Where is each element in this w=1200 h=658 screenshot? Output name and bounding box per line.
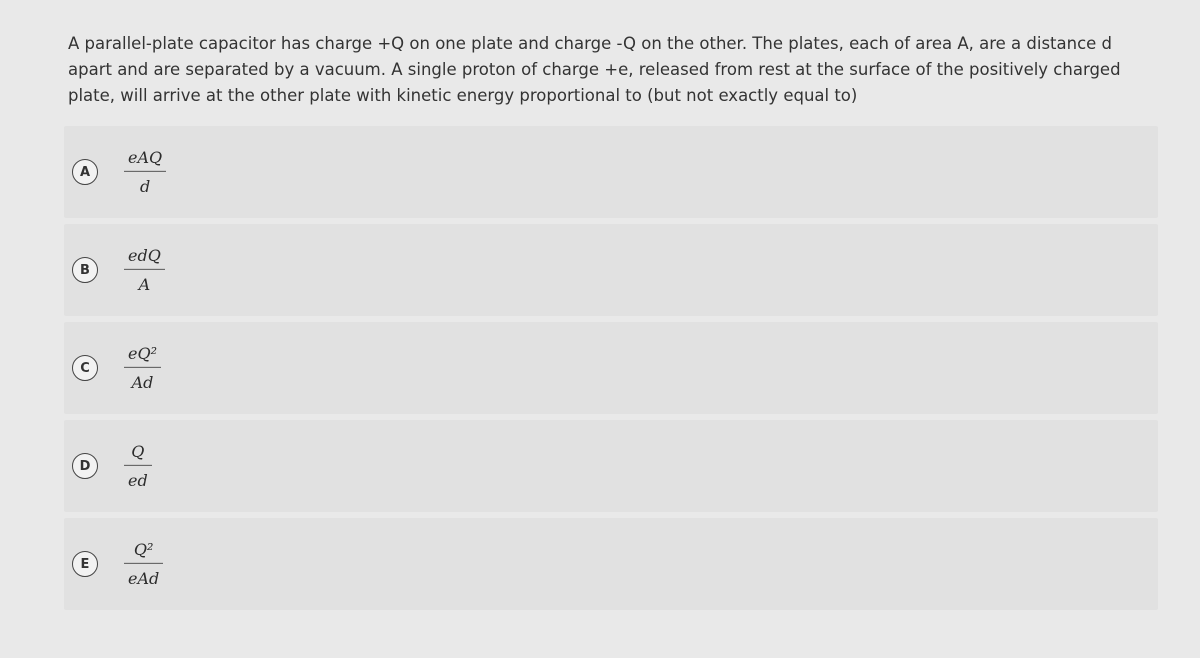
option-letter-c[interactable]: C xyxy=(72,355,98,381)
option-c-fraction xyxy=(124,344,161,392)
option-letter-e[interactable]: E xyxy=(72,551,98,577)
option-a-numerator: eAQ xyxy=(128,147,163,167)
option-c-numerator: eQ² xyxy=(128,343,157,363)
option-d-fraction xyxy=(124,442,152,490)
answer-options xyxy=(64,126,1158,616)
option-b-numerator: edQ xyxy=(128,245,161,265)
option-e[interactable] xyxy=(64,518,1158,610)
option-a-fraction xyxy=(124,148,166,196)
option-b[interactable] xyxy=(64,224,1158,316)
option-c-denominator: Ad xyxy=(131,373,154,393)
question-text: A parallel-plate capacitor has charge +Q on one plate and charge -Q on the other. The plates, each of area A, are a distance d apart and are separated by a vacuum. A single proton of charge +e, released from rest at the surface of the positively charged plate, will arrive at the other plate with kinetic energy proportional to (but not exactly equal to) xyxy=(68,34,1121,105)
option-a-denominator: d xyxy=(139,177,151,197)
option-letter-b[interactable]: B xyxy=(72,257,98,283)
option-c[interactable] xyxy=(64,322,1158,414)
option-e-denominator: eAd xyxy=(128,569,160,589)
option-letter-a[interactable]: A xyxy=(72,159,98,185)
option-letter-d[interactable]: D xyxy=(72,453,98,479)
option-a[interactable] xyxy=(64,126,1158,218)
option-d-numerator: Q xyxy=(131,441,145,461)
option-b-denominator: A xyxy=(138,275,151,295)
option-b-fraction xyxy=(124,246,165,294)
option-d[interactable] xyxy=(64,420,1158,512)
option-d-denominator: ed xyxy=(128,471,148,491)
option-e-numerator: Q² xyxy=(133,539,154,559)
option-e-fraction xyxy=(124,540,163,588)
